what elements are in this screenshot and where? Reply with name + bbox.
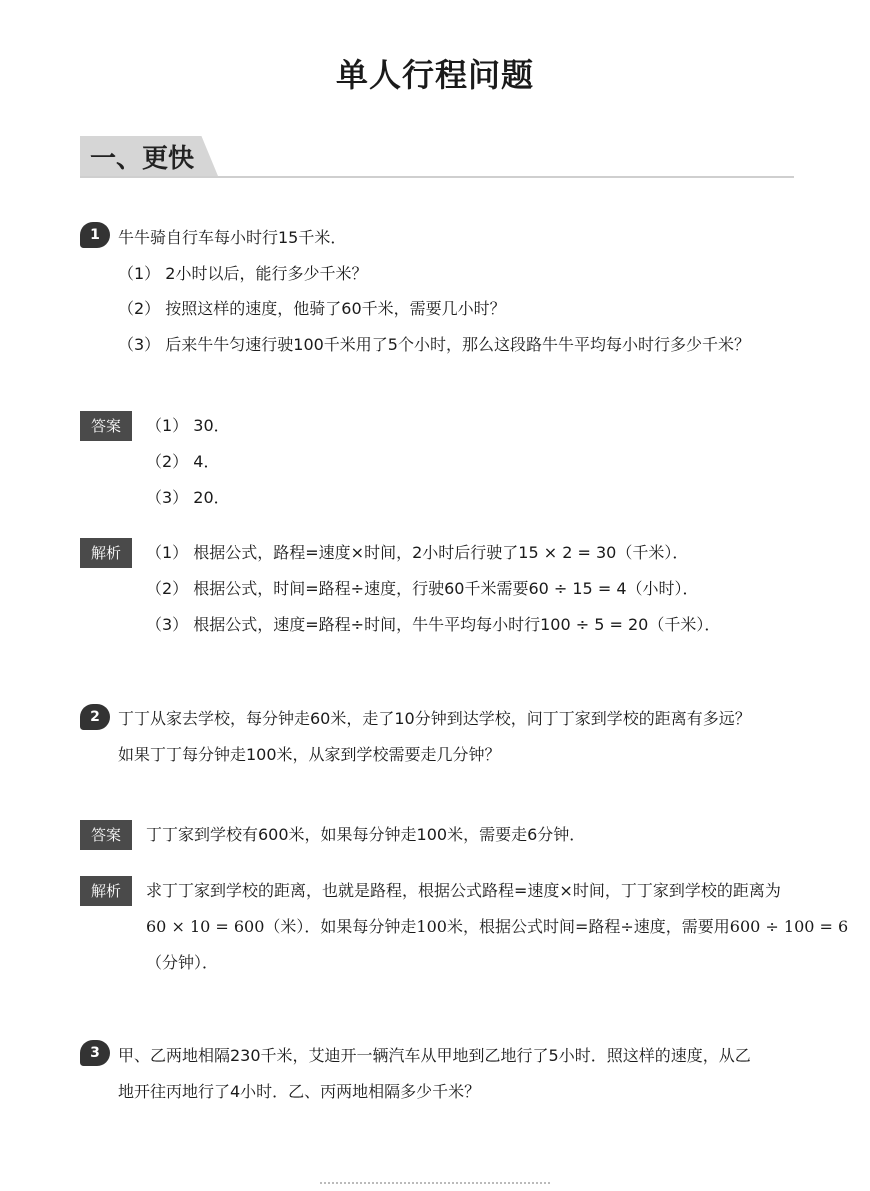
page-title: 单人行程问题 <box>335 56 534 94</box>
answer-line: （1） 30． <box>146 416 230 435</box>
question-stem: 甲、乙两地相隔230千米，艾迪开一辆汽车从甲地到乙地行了5小时．照这样的速度，从乙 <box>118 1046 751 1065</box>
analysis-line: （2） 根据公式，时间=路程÷速度，行驶60千米需要60 ÷ 15 = 4（小时）． <box>146 579 699 598</box>
analysis-line: （分钟）． <box>146 953 219 972</box>
answer-tag: 答案 <box>80 411 132 441</box>
question-number-badge: 1 <box>80 222 110 248</box>
analysis-tag: 解析 <box>80 538 132 568</box>
question-number-badge: 2 <box>80 704 110 730</box>
analysis-line: 求丁丁家到学校的距离，也就是路程，根据公式路程=速度×时间，丁丁家到学校的距离为 <box>146 881 781 900</box>
section-label: 一、更快 <box>90 144 195 174</box>
question-number-badge: 3 <box>80 1040 110 1066</box>
question-part: （1） 2小时以后，能行多少千米？ <box>118 264 368 283</box>
section-divider <box>80 176 794 178</box>
answer-line: 丁丁家到学校有600米，如果每分钟走100米，需要走6分钟． <box>146 825 586 844</box>
analysis-tag: 解析 <box>80 876 132 906</box>
question-stem: 地开往丙地行了4小时．乙、丙两地相隔多少千米？ <box>118 1082 481 1101</box>
question-stem: 丁丁从家去学校，每分钟走60米，走了10分钟到达学校，问丁丁家到学校的距离有多远？ <box>118 709 751 728</box>
analysis-line: （1） 根据公式，路程=速度×时间，2小时后行驶了15 × 2 = 30（千米）． <box>146 543 689 562</box>
analysis-line: （3） 根据公式，速度=路程÷时间，牛牛平均每小时行100 ÷ 5 = 20（千米）． <box>146 615 721 634</box>
question-stem: 牛牛骑自行车每小时行15千米． <box>118 228 347 247</box>
answer-line: （2） 4． <box>146 452 220 471</box>
question-part: （2） 按照这样的速度，他骑了60千米，需要几小时？ <box>118 299 506 318</box>
footer-mark <box>320 1182 550 1187</box>
answer-tag: 答案 <box>80 820 132 850</box>
answer-line: （3） 20． <box>146 488 230 507</box>
question-part: （3） 后来牛牛匀速行驶100千米用了5个小时，那么这段路牛牛平均每小时行多少千米？ <box>118 335 750 354</box>
analysis-line: 60 × 10 = 600（米）．如果每分钟走100米，根据公式时间=路程÷速度，需要用600 ÷ 100 = 6 <box>146 917 849 936</box>
question-stem: 如果丁丁每分钟走100米，从家到学校需要走几分钟？ <box>118 745 501 764</box>
section-header <box>80 136 794 178</box>
